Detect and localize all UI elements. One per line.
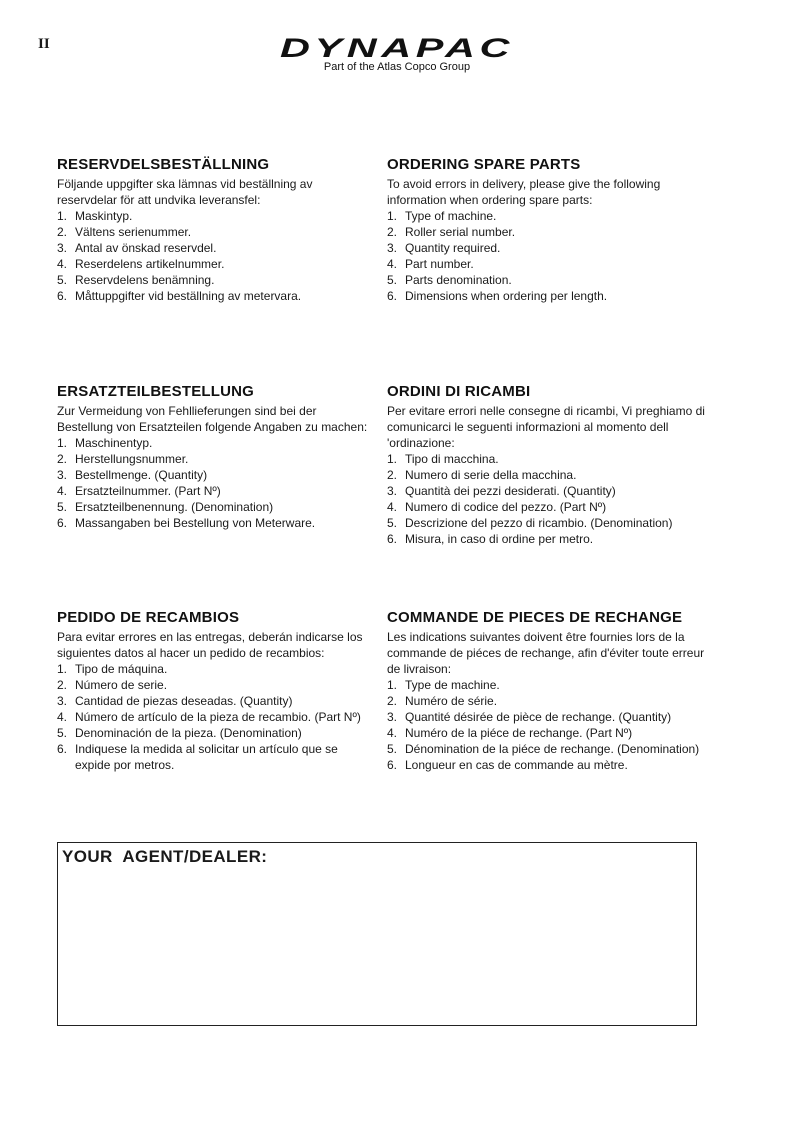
item-list <box>387 677 705 773</box>
section-italian <box>387 383 705 547</box>
item-text: Parts denomination. <box>405 273 512 287</box>
list-item <box>57 741 375 773</box>
item-number: 4. <box>387 500 398 514</box>
item-text: Maskintyp. <box>75 209 133 223</box>
list-item <box>57 483 375 499</box>
list-item <box>387 531 705 547</box>
list-item <box>57 499 375 515</box>
item-text: Numéro de la piéce de rechange. (Part Nº) <box>405 726 633 740</box>
section-spanish <box>57 609 375 773</box>
item-number: 5. <box>57 726 68 740</box>
section-title: PEDIDO DE RECAMBIOS <box>57 609 240 626</box>
item-text: Antal av önskad reservdel. <box>75 241 217 255</box>
section-intro: Para evitar errores en las entregas, deberán indicarse los siguientes datos al hacer un pedido de recambios: <box>57 630 363 660</box>
list-item <box>387 224 705 240</box>
list-item <box>387 709 705 725</box>
logo-text: DYNAPAC <box>280 34 514 60</box>
list-item <box>387 515 705 531</box>
section-swedish <box>57 156 375 304</box>
item-number: 2. <box>57 225 68 239</box>
list-item <box>57 272 375 288</box>
list-item <box>57 467 375 483</box>
list-item <box>57 677 375 693</box>
item-list <box>57 661 375 773</box>
item-number: 5. <box>57 273 68 287</box>
section-title: ERSATZTEILBESTELLUNG <box>57 383 255 400</box>
item-text: Numéro de série. <box>405 694 498 708</box>
item-list <box>57 208 375 304</box>
section-title: RESERVDELSBESTÄLLNING <box>57 156 270 173</box>
item-text: Longueur en cas de commande au mètre. <box>405 758 628 772</box>
list-item <box>387 256 705 272</box>
item-number: 4. <box>57 484 68 498</box>
item-text: Roller serial number. <box>405 225 516 239</box>
item-text: Type of machine. <box>405 209 497 223</box>
list-item <box>387 208 705 224</box>
item-text: Massangaben bei Bestellung von Meterware. <box>75 516 316 530</box>
list-item <box>57 240 375 256</box>
list-item <box>57 661 375 677</box>
list-item <box>57 693 375 709</box>
item-number: 3. <box>57 694 68 708</box>
item-number: 5. <box>387 742 398 756</box>
item-number: 1. <box>387 678 398 692</box>
section-title: ORDERING SPARE PARTS <box>387 156 581 173</box>
item-text: Dimensions when ordering per length. <box>405 289 608 303</box>
item-number: 5. <box>57 500 68 514</box>
item-number: 1. <box>387 209 398 223</box>
item-number: 4. <box>387 257 398 271</box>
item-text: Vältens serienummer. <box>75 225 192 239</box>
item-text: Dénomination de la piéce de rechange. (Denomination) <box>405 742 700 756</box>
item-text: Herstellungsnummer. <box>75 452 189 466</box>
section-intro: Zur Vermeidung von Fehllieferungen sind bei der Bestellung von Ersatzteilen folgende Angaben zu machen: <box>57 404 368 434</box>
item-number: 3. <box>387 710 398 724</box>
list-item <box>387 467 705 483</box>
item-list <box>387 451 705 547</box>
item-number: 2. <box>387 225 398 239</box>
item-text: Descrizione del pezzo di ricambio. (Denomination) <box>405 516 673 530</box>
item-number: 6. <box>387 289 398 303</box>
item-number: 5. <box>387 273 398 287</box>
item-text: Misura, in caso di ordine per metro. <box>405 532 594 546</box>
list-item <box>387 272 705 288</box>
section-french <box>387 609 705 773</box>
item-text: Numero di serie della macchina. <box>405 468 577 482</box>
list-item <box>387 693 705 709</box>
item-number: 3. <box>387 484 398 498</box>
list-item <box>387 757 705 773</box>
item-list <box>387 208 705 304</box>
list-item <box>57 709 375 725</box>
list-item <box>57 515 375 531</box>
item-number: 6. <box>57 742 68 756</box>
list-item <box>387 499 705 515</box>
section-intro: Les indications suivantes doivent être fournies lors de la commande de piéces de rechange, afin d'éviter toute erreur de livraison: <box>387 630 705 676</box>
item-text: Cantidad de piezas deseadas. (Quantity) <box>75 694 293 708</box>
section-title: ORDINI DI RICAMBI <box>387 383 531 400</box>
page-number: II <box>38 36 50 52</box>
item-number: 4. <box>57 710 68 724</box>
brand-header <box>270 34 524 73</box>
list-item <box>57 208 375 224</box>
item-number: 1. <box>57 209 68 223</box>
item-text: Numero di codice del pezzo. (Part Nº) <box>405 500 607 514</box>
list-item <box>387 288 705 304</box>
item-number: 3. <box>57 241 68 255</box>
item-text: Número de serie. <box>75 678 168 692</box>
item-number: 2. <box>57 678 68 692</box>
item-text: Ersatzteilbenennung. (Denomination) <box>75 500 274 514</box>
list-item <box>387 240 705 256</box>
agent-dealer-label: YOUR AGENT/DEALER: <box>62 847 268 866</box>
list-item <box>57 256 375 272</box>
item-number: 1. <box>57 436 68 450</box>
item-number: 4. <box>57 257 68 271</box>
item-number: 4. <box>387 726 398 740</box>
list-item <box>387 483 705 499</box>
section-german <box>57 383 375 531</box>
item-text: Ersatzteilnummer. (Part Nº) <box>75 484 221 498</box>
item-number: 5. <box>387 516 398 530</box>
item-number: 2. <box>387 694 398 708</box>
list-item <box>57 725 375 741</box>
list-item <box>387 677 705 693</box>
list-item <box>57 435 375 451</box>
item-number: 6. <box>57 289 68 303</box>
item-number: 3. <box>57 468 68 482</box>
item-text: Måttuppgifter vid beställning av metervara. <box>75 289 302 303</box>
item-text: Reserdelens artikelnummer. <box>75 257 225 271</box>
item-text: Quantità dei pezzi desiderati. (Quantity) <box>405 484 616 498</box>
item-number: 2. <box>57 452 68 466</box>
list-item <box>57 451 375 467</box>
section-title: COMMANDE DE PIECES DE RECHANGE <box>387 609 683 626</box>
list-item <box>387 451 705 467</box>
item-text: Part number. <box>405 257 474 271</box>
item-list <box>57 435 375 531</box>
item-number: 6. <box>387 758 398 772</box>
item-number: 3. <box>387 241 398 255</box>
list-item <box>387 741 705 757</box>
item-text: Reservdelens benämning. <box>75 273 215 287</box>
item-text: Número de artículo de la pieza de recambio. (Part Nº) <box>75 710 361 724</box>
item-text: Type de machine. <box>405 678 500 692</box>
agent-dealer-box <box>57 842 697 1026</box>
item-text: Denominación de la pieza. (Denomination) <box>75 726 302 740</box>
item-text: Quantity required. <box>405 241 501 255</box>
list-item <box>57 288 375 304</box>
item-number: 6. <box>57 516 68 530</box>
item-number: 1. <box>57 662 68 676</box>
item-number: 6. <box>387 532 398 546</box>
brand-tagline: Part of the Atlas Copco Group <box>323 61 471 73</box>
item-number: 1. <box>387 452 398 466</box>
item-number: 2. <box>387 468 398 482</box>
section-intro: Följande uppgifter ska lämnas vid beställning av reservdelar för att undvika leveransfel: <box>57 177 313 207</box>
item-text: Bestellmenge. (Quantity) <box>75 468 208 482</box>
dynapac-logo <box>277 34 517 60</box>
item-text: Tipo di macchina. <box>405 452 499 466</box>
item-text: Maschinentyp. <box>75 436 153 450</box>
list-item <box>387 725 705 741</box>
item-text: Tipo de máquina. <box>75 662 168 676</box>
section-intro: Per evitare errori nelle consegne di ricambi, Vi preghiamo di comunicarci le seguenti informazioni al momento dell 'ordinazione: <box>387 404 705 450</box>
section-intro: To avoid errors in delivery, please give the following information when ordering spare parts: <box>387 177 661 207</box>
item-text: Quantité désirée de pièce de rechange. (Quantity) <box>405 710 672 724</box>
list-item <box>57 224 375 240</box>
section-english <box>387 156 705 304</box>
item-text: Indiquese la medida al solicitar un artículo que se expide por metros. <box>75 742 338 772</box>
